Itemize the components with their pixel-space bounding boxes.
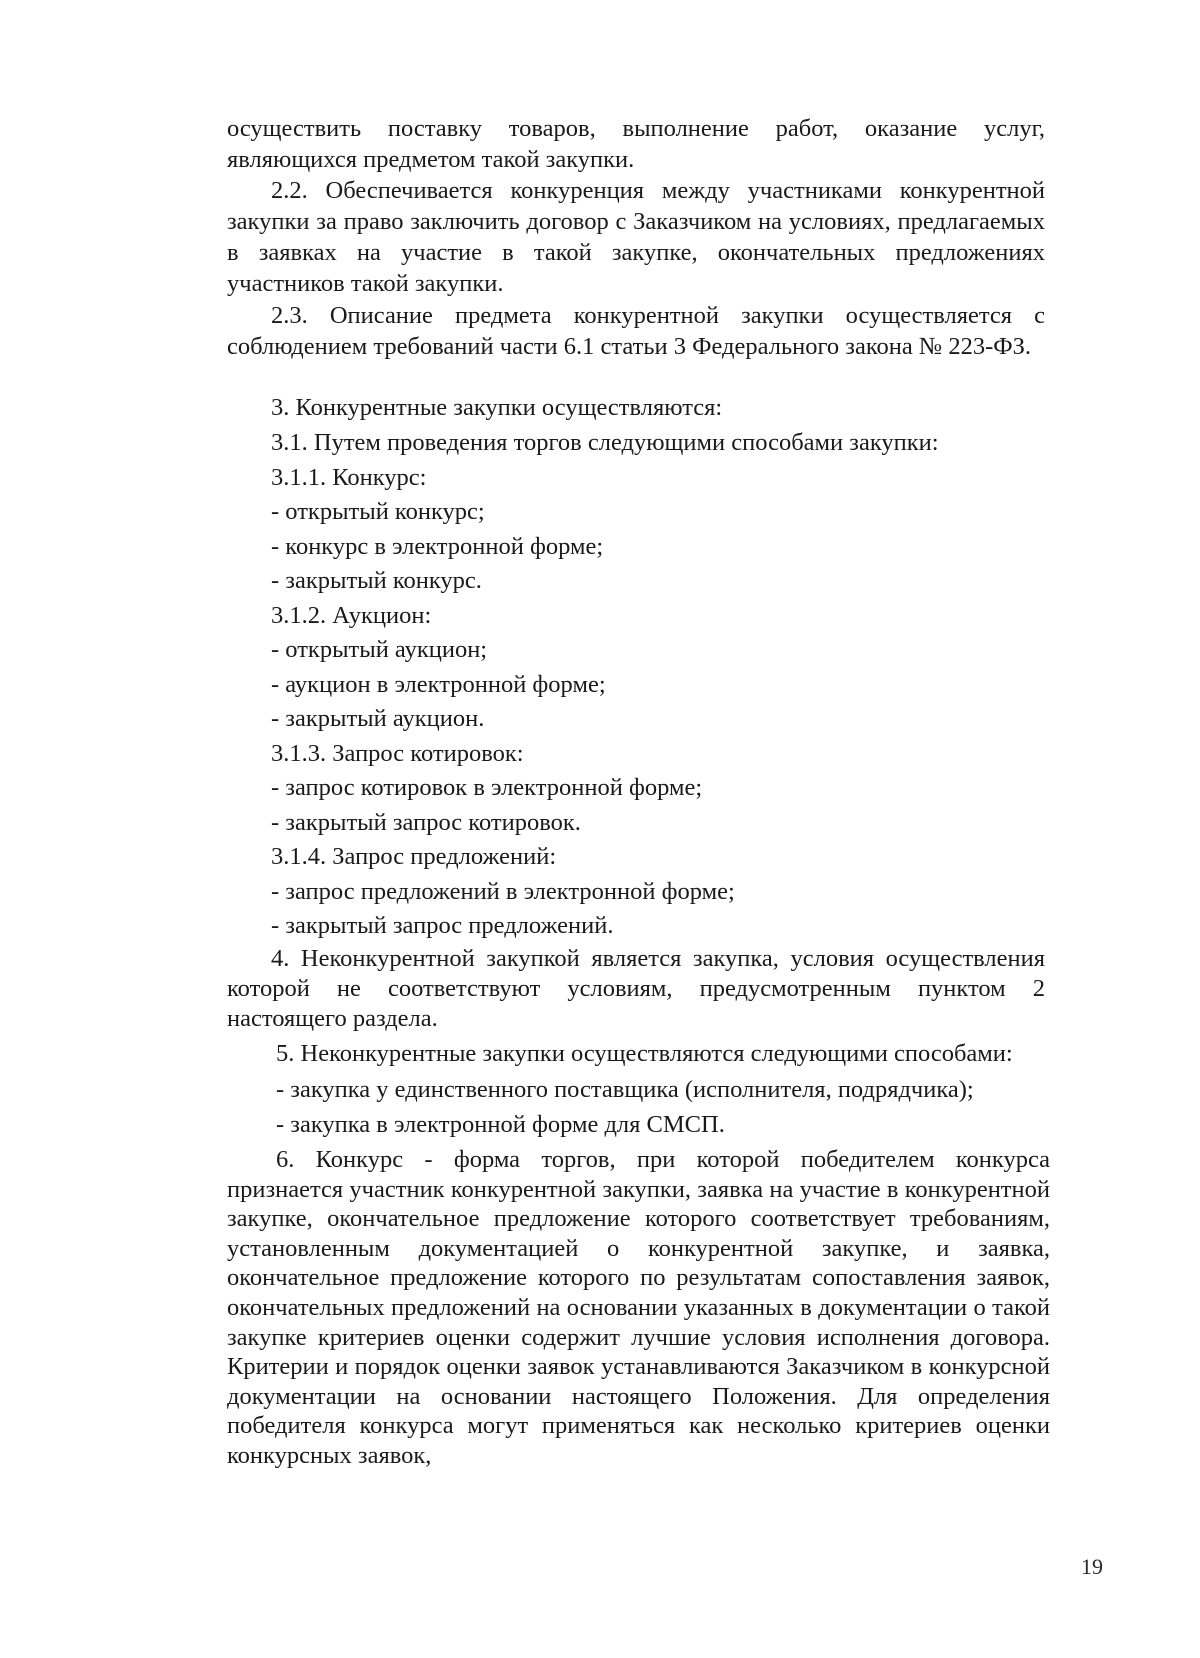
list-item: - аукцион в электронной форме; [271,671,606,698]
list-item: - закупка у единственного поставщика (исполнителя, подрядчика); [276,1076,974,1103]
list-item: - закупка в электронной форме для СМСП. [276,1111,725,1138]
paragraph-3-1: 3.1. Путем проведения торгов следующими способами закупки: [271,429,939,456]
paragraph-2-3: 2.3. Описание предмета конкурентной закупки осуществляется с соблюдением требований части 6.1 статьи 3 Федерального закона № 223-ФЗ. [227,302,1045,360]
list-item: - запрос предложений в электронной форме; [271,878,735,905]
list-item: - закрытый конкурс. [271,567,482,594]
paragraph-2-2: 2.2. Обеспечивается конкуренция между участниками конкурентной закупки за право заключить договор с Заказчиком на условиях, предлагаемых в заявках на участие в такой закупке, окончательных предложениях участников такой закупки. [227,177,1045,297]
list-item: - закрытый запрос котировок. [271,809,581,836]
paragraph-3-1-1: 3.1.1. Конкурс: [271,464,427,491]
list-item: - конкурс в электронной форме; [271,533,604,560]
page-number: 19 [1081,1554,1103,1579]
paragraph-6: 6. Конкурс - форма торгов, при которой победителем конкурса признается участник конкурентной закупки, заявка на участие в конкурентной закупке, окончательное предложение которого соответствует требованиям, установленным документацией о конкурентной закупке, и заявка, окончательное предложение которого по результатам сопоставления заявок, окончательных предложений на основании указанных в документации о такой закупке критериев оценки содержит лучшие условия исполнения договора. Критерии и порядок оценки заявок устанавливаются Заказчиком в конкурсной документации на основании настоящего Положения. Для определения победителя конкурса могут применяться как несколько критериев оценки конкурсных заявок, [227,1146,1050,1469]
paragraph-5: 5. Неконкурентные закупки осуществляются следующими способами: [276,1040,1013,1067]
list-item: - запрос котировок в электронной форме; [271,774,703,801]
list-item: - закрытый аукцион. [271,705,485,732]
list-item: - открытый аукцион; [271,636,488,663]
paragraph-3-1-4: 3.1.4. Запрос предложений: [271,843,557,870]
paragraph-4: 4. Неконкурентной закупкой является закупка, условия осуществления которой не соответствуют условиям, предусмотренным пунктом 2 настоящего раздела. [227,945,1045,1032]
list-item: - закрытый запрос предложений. [271,912,614,939]
paragraph-3: 3. Конкурентные закупки осуществляются: [271,394,723,421]
list-item: - открытый конкурс; [271,498,485,525]
paragraph-3-1-3: 3.1.3. Запрос котировок: [271,740,524,767]
paragraph-3-1-2: 3.1.2. Аукцион: [271,602,432,629]
paragraph-continuation: осуществить поставку товаров, выполнение работ, оказание услуг, являющихся предметом такой закупки. [227,115,1045,173]
